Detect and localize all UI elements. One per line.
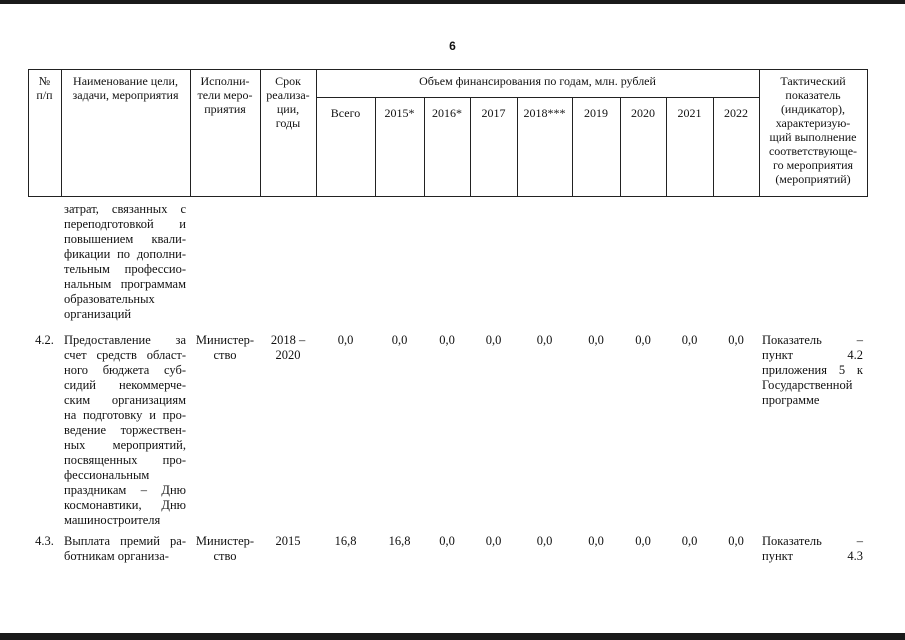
continuation-text-line: переподготовкой и (64, 217, 186, 231)
row-value-1: 16,8 (388, 534, 411, 548)
header-funding-group: Объем финансирования по годам, млн. рублей (419, 74, 656, 88)
page-number: 6 (449, 39, 456, 53)
row-number: 4.3. (35, 534, 54, 548)
row-value-4: 0,0 (536, 333, 553, 347)
header-year-5: 2019 (584, 106, 608, 120)
row-name-line: сидий некоммерче- (64, 378, 186, 392)
row-name-line: праздникам – Дню (64, 483, 186, 497)
header-year-7: 2021 (677, 106, 702, 120)
row-name-line: счет средств област- (64, 348, 186, 362)
row-executor: Министер- ство (195, 333, 255, 362)
row-value-2: 0,0 (439, 333, 455, 347)
top-scan-border (0, 0, 905, 4)
bottom-scan-border (0, 633, 905, 640)
row-value-4: 0,0 (536, 534, 553, 548)
header-year-1: 2015* (384, 106, 415, 120)
row-value-8: 0,0 (728, 534, 744, 548)
row-name-line: посвященных про- (64, 453, 186, 467)
row-value-6: 0,0 (635, 333, 651, 347)
row-value-7: 0,0 (681, 333, 698, 347)
row-period: 2015 (275, 534, 301, 548)
continuation-text-line: нальным программам (64, 277, 186, 291)
row-indicator-line: пункт 4.3 (762, 549, 863, 563)
row-indicator-line: программе (762, 393, 820, 407)
header-column-border (316, 69, 317, 197)
row-indicator-line: пункт 4.2 (762, 348, 863, 362)
header-year-4: 2018*** (523, 106, 566, 120)
row-value-5: 0,0 (588, 333, 604, 347)
row-executor: Министер- ство (195, 534, 255, 563)
header-period: Срок реализа- ции, годы (266, 74, 310, 130)
header-column-border (867, 69, 868, 197)
row-value-1: 0,0 (391, 333, 408, 347)
row-value-0: 16,8 (334, 534, 357, 548)
header-year-0: Всего (330, 106, 361, 120)
header-year-8: 2022 (724, 106, 748, 120)
row-indicator-line: Показатель – (762, 534, 863, 548)
row-name (64, 534, 186, 564)
row-value-2: 0,0 (439, 534, 455, 548)
row-name-line: ботникам организа- (64, 549, 169, 563)
row-value-3: 0,0 (485, 534, 502, 548)
row-indicator-line: приложения 5 к (762, 363, 863, 377)
continuation-text-line: тельным профессио- (64, 262, 186, 276)
row-name-line: ведение торжествен- (64, 423, 186, 437)
row-indicator-line: Показатель – (762, 333, 863, 347)
continuation-text-line: образовательных (64, 292, 155, 306)
row-value-6: 0,0 (635, 534, 651, 548)
row-indicator (762, 534, 863, 564)
row-value-7: 0,0 (681, 534, 698, 548)
continuation-text (64, 202, 186, 322)
row-name-line: ским организациям (64, 393, 186, 407)
row-name-line: Предоставление за (64, 333, 186, 347)
header-year-3: 2017 (481, 106, 506, 120)
header-indicator: Тактический показатель (индикатор), характеризую- щий выполнение соответствующе- го мероприятия (мероприятий) (768, 74, 858, 186)
continuation-text-line: затрат, связанных с (64, 202, 186, 216)
row-name-line: на подготовку и про- (64, 408, 186, 422)
row-value-8: 0,0 (728, 333, 744, 347)
row-name-line: Выплата премий ра- (64, 534, 186, 548)
row-period: 2018 – 2020 (270, 333, 306, 362)
continuation-text-line: фикации по дополни- (64, 247, 186, 261)
row-name-line: фессиональным (64, 468, 150, 482)
header-name: Наименование цели, задачи, мероприятия (72, 74, 179, 102)
header-top-border (28, 69, 868, 70)
header-number: № п/п (36, 74, 53, 102)
header-executors: Исполни- тели меро- приятия (197, 74, 253, 116)
row-name-line: ных мероприятий, (64, 438, 186, 452)
row-value-5: 0,0 (588, 534, 604, 548)
header-year-2: 2016* (432, 106, 462, 120)
header-year-6: 2020 (631, 106, 655, 120)
continuation-text-line: повышением квали- (64, 232, 186, 246)
row-name (64, 333, 186, 528)
row-indicator (762, 333, 863, 408)
header-bottom-border (28, 196, 868, 197)
row-value-3: 0,0 (485, 333, 502, 347)
row-name-line: машиностроителя (64, 513, 161, 527)
row-number: 4.2. (35, 333, 54, 347)
row-name-line: космонавтики, Дню (64, 498, 186, 512)
row-value-0: 0,0 (337, 333, 354, 347)
funding-subheader-border (316, 97, 760, 98)
row-name-line: ного бюджета суб- (64, 363, 186, 377)
row-indicator-line: Государственной (762, 378, 853, 392)
continuation-text-line: организаций (64, 307, 132, 321)
